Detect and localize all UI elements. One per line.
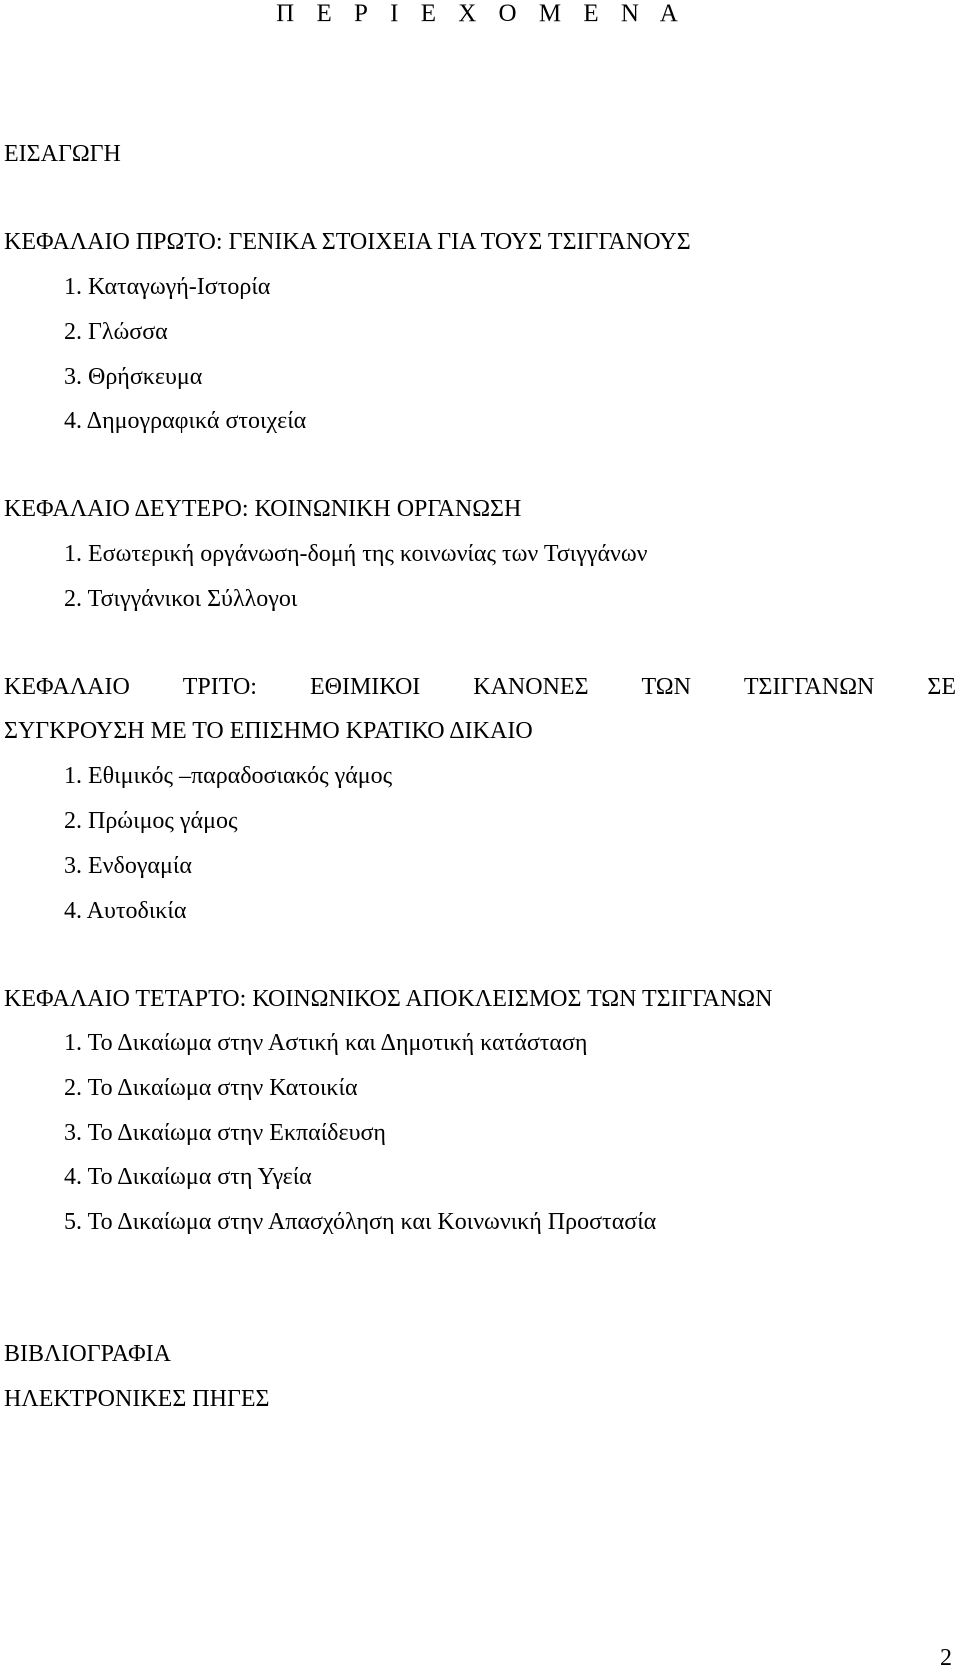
chapter3-heading-word: ΤΩΝ <box>641 674 691 700</box>
chapter1-heading: ΚΕΦΑΛΑΙΟ ΠΡΩΤΟ: ΓΕΝΙΚΑ ΣΤΟΙΧΕΙΑ ΓΙΑ ΤΟΥΣ ΤΣΙΓΓΑΝΟΥΣ <box>4 229 691 255</box>
chapter3-heading-word: ΕΘΙΜΙΚΟΙ <box>309 674 421 700</box>
chapter3-item: 3. Ενδογαμία <box>64 853 192 879</box>
chapter3-heading-word: ΣΕ <box>927 674 956 700</box>
chapter3-item: 1. Εθιμικός –παραδοσιακός γάμος <box>64 763 393 789</box>
chapter3-heading-word: ΤΡΙΤΟ: <box>182 674 257 700</box>
chapter3-heading-word: ΚΑΝΟΝΕΣ <box>473 674 589 700</box>
page-title: Π Ε Ρ Ι Ε Χ Ο Μ Ε Ν Α <box>276 0 684 27</box>
chapter1-item: 1. Καταγωγή-Ιστορία <box>64 274 271 300</box>
chapter3-heading-word: ΤΣΙΓΓΑΝΩΝ <box>743 674 875 700</box>
chapter1-item: 2. Γλώσσα <box>64 319 168 345</box>
chapter3-item: 4. Αυτοδικία <box>64 898 187 924</box>
chapter2-item: 1. Εσωτερική οργάνωση-δομή της κοινωνίας των Τσιγγάνων <box>64 541 648 567</box>
chapter2-item: 2. Τσιγγάνικοι Σύλλογοι <box>64 586 298 612</box>
chapter2-heading: ΚΕΦΑΛΑΙΟ ΔΕΥΤΕΡΟ: ΚΟΙΝΩΝΙΚΗ ΟΡΓΑΝΩΣΗ <box>4 496 522 522</box>
toc-bibliography: ΒΙΒΛΙΟΓΡΑΦΙΑ <box>4 1341 171 1367</box>
chapter4-item: 1. Το Δικαίωμα στην Αστική και Δημοτική κατάσταση <box>64 1030 588 1056</box>
chapter3-heading-word: ΚΕΦΑΛΑΙΟ <box>4 674 130 700</box>
chapter4-item: 2. Το Δικαίωμα στην Κατοικία <box>64 1075 358 1101</box>
chapter4-item: 4. Το Δικαίωμα στη Υγεία <box>64 1164 312 1190</box>
chapter3-heading-line2: ΣΥΓΚΡΟΥΣΗ ΜΕ ΤΟ ΕΠΙΣΗΜΟ ΚΡΑΤΙΚΟ ΔΙΚΑΙΟ <box>4 718 533 744</box>
toc-introduction: ΕΙΣΑΓΩΓΗ <box>4 141 121 167</box>
chapter1-item: 4. Δημογραφικά στοιχεία <box>64 408 307 434</box>
chapter4-item: 5. Το Δικαίωμα στην Απασχόληση και Κοινωνική Προστασία <box>64 1209 657 1235</box>
chapter3-heading-line1 <box>4 672 956 702</box>
chapter4-item: 3. Το Δικαίωμα στην Εκπαίδευση <box>64 1120 386 1146</box>
toc-electronic-sources: ΗΛΕΚΤΡΟΝΙΚΕΣ ΠΗΓΕΣ <box>4 1386 270 1412</box>
chapter3-item: 2. Πρώιμος γάμος <box>64 808 238 834</box>
chapter4-heading: ΚΕΦΑΛΑΙΟ ΤΕΤΑΡΤΟ: ΚΟΙΝΩΝΙΚΟΣ ΑΠΟΚΛΕΙΣΜΟΣ ΤΩΝ ΤΣΙΓΓΑΝΩΝ <box>4 986 773 1012</box>
chapter1-item: 3. Θρήσκευμα <box>64 364 203 390</box>
page-number: 2 <box>940 1645 952 1671</box>
